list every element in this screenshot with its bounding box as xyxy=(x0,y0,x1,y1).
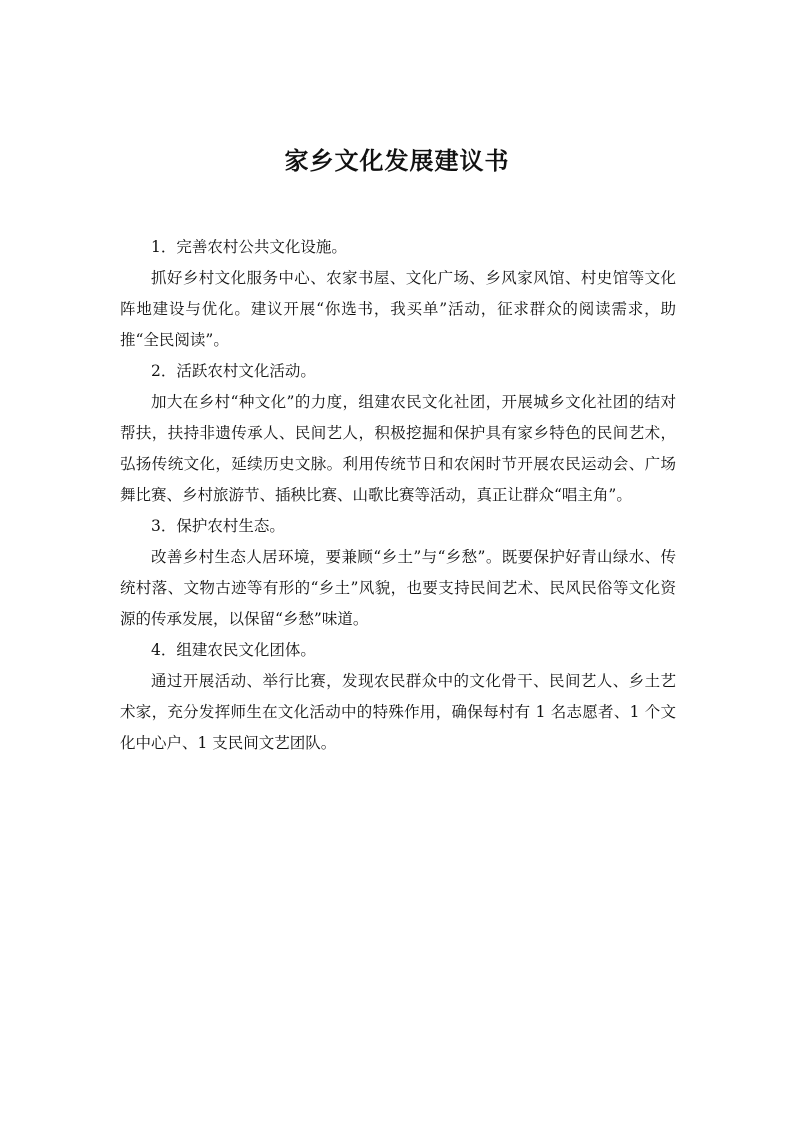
section-heading-4: 4．组建农民文化团体。 xyxy=(151,641,316,659)
section-heading-1: 1．完善农村公共文化设施。 xyxy=(151,238,347,256)
section-heading-2: 2．活跃农村文化活动。 xyxy=(151,362,316,380)
section-paragraph-3: 改善乡村生态人居环境，要兼顾“乡土”与“乡愁”。既要保护好青山绿水、传统村落、文物古迹等有形的“乡土”风貌，也要支持民间艺术、民风民俗等文化资源的传承发展，以保留“乡愁”味道。 xyxy=(120,548,676,628)
section-paragraph-1: 抓好乡村文化服务中心、农家书屋、文化广场、乡风家风馆、村史馆等文化阵地建设与优化。建议开展“你选书，我买单”活动，征求群众的阅读需求，助推“全民阅读”。 xyxy=(120,269,676,349)
document-title: 家乡文化发展建议书 xyxy=(284,146,510,175)
section-paragraph-4: 通过开展活动、举行比赛，发现农民群众中的文化骨干、民间艺人、乡土艺术家，充分发挥师生在文化活动中的特殊作用，确保每村有 1 名志愿者、1 个文化中心户、1 支民间文艺团队。 xyxy=(120,672,676,752)
document-body xyxy=(120,232,676,759)
section-heading-3: 3．保护农村生态。 xyxy=(151,517,285,535)
section-paragraph-2: 加大在乡村“种文化”的力度，组建农民文化社团，开展城乡文化社团的结对帮扶，扶持非遗传承人、民间艺人，积极挖掘和保护具有家乡特色的民间艺术，弘扬传统文化，延续历史文脉。利用传统节日和农闲时节开展农民运动会、广场舞比赛、乡村旅游节、插秧比赛、山歌比赛等活动，真正让群众“唱主角”。 xyxy=(120,393,676,504)
